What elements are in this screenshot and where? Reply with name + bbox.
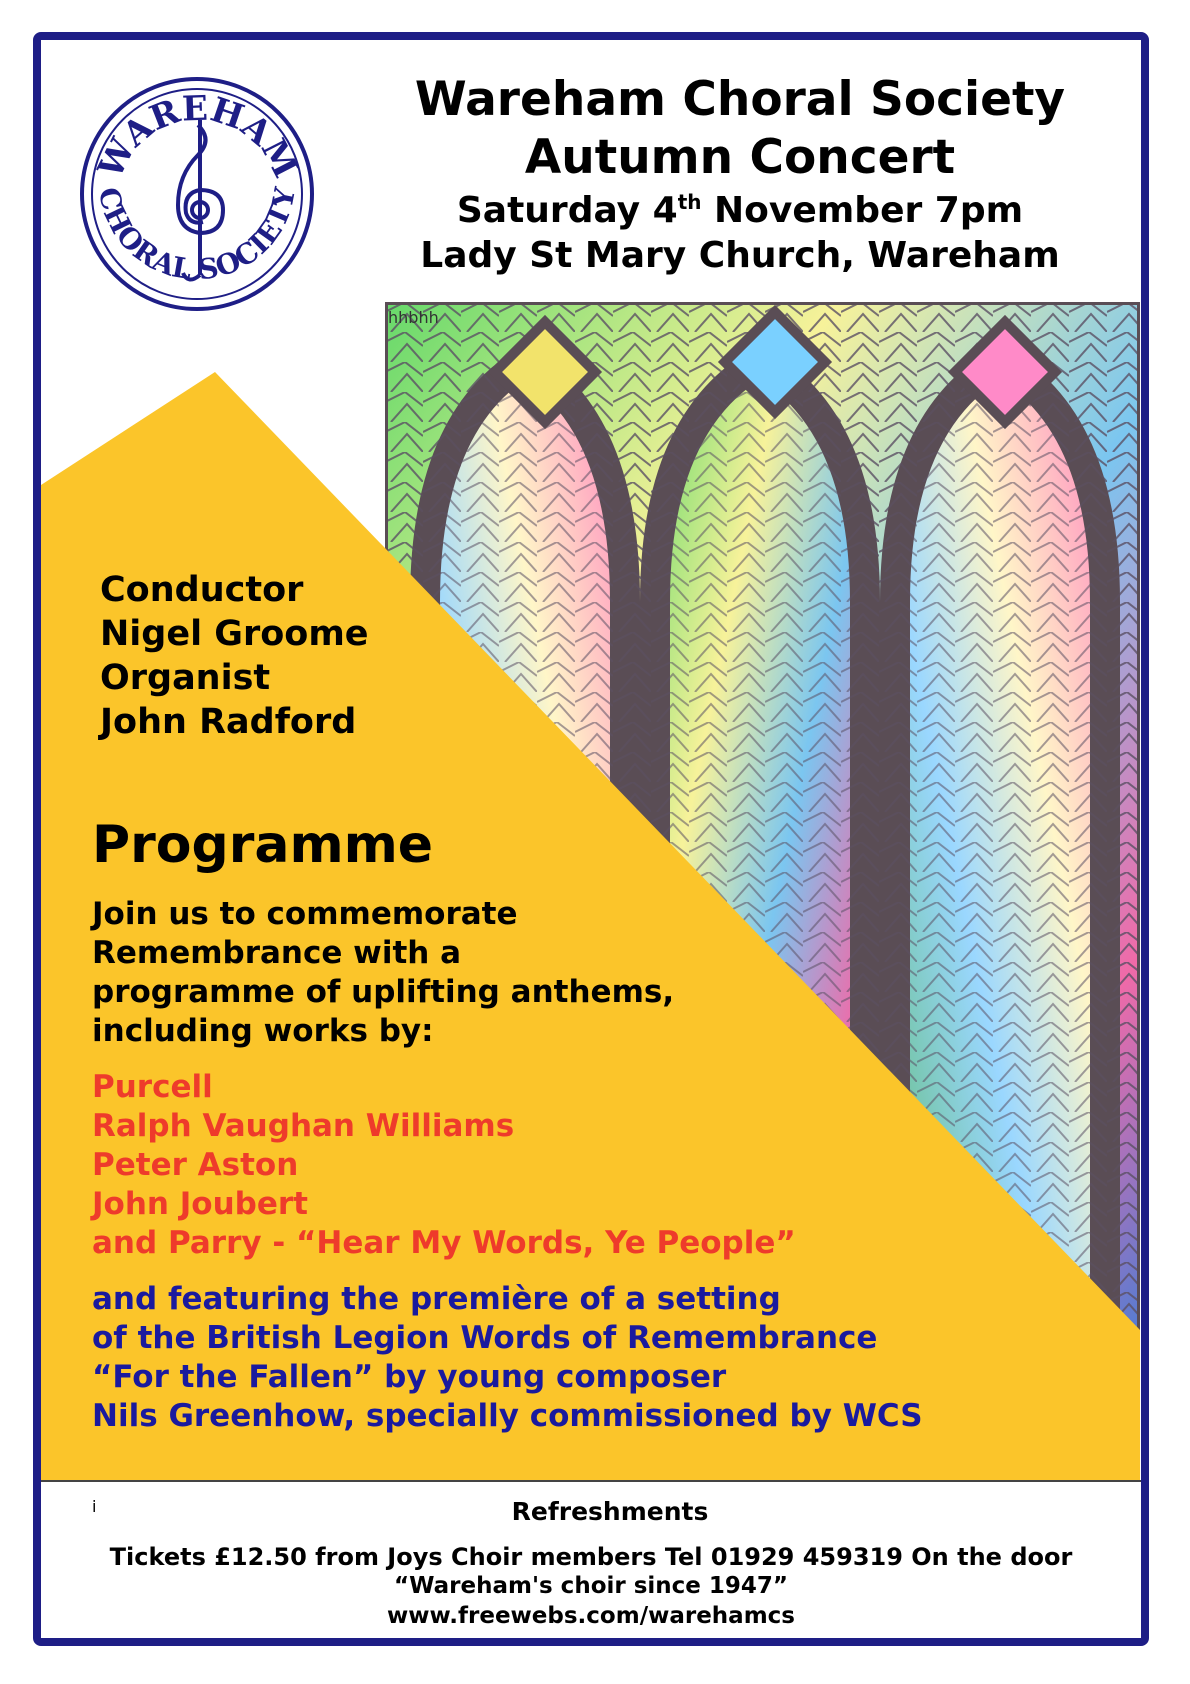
composer-item: Peter Aston	[92, 1147, 299, 1183]
footer-marker: i	[92, 1497, 97, 1516]
logo-text-bottom: CHORAL SOCIETY	[91, 184, 302, 287]
composer-item: and Parry - “Hear My Words, Ye People”	[92, 1225, 796, 1261]
intro-line: programme of uplifting anthems,	[92, 974, 675, 1010]
concert-venue: Lady St Mary Church, Wareham	[420, 235, 1060, 276]
tickets-info: Tickets £12.50 from Joys Choir members Tel 01929 459319 On the door	[109, 1543, 1073, 1571]
premiere-line: and featuring the première of a setting	[92, 1281, 781, 1317]
intro-line: Remembrance with a	[92, 935, 462, 971]
composer-item: John Joubert	[92, 1186, 308, 1222]
date-superscript: th	[677, 190, 702, 214]
intro-line: including works by:	[92, 1013, 434, 1049]
premiere-line: Nils Greenhow, specially commissioned by WCS	[92, 1398, 923, 1434]
society-name-heading: Wareham Choral Society	[414, 72, 1066, 127]
concert-date: Saturday 4th November 7pm	[456, 190, 1024, 231]
composer-item: Ralph Vaughan Williams	[92, 1108, 515, 1144]
society-slogan: “Wareham's choir since 1947”	[393, 1573, 789, 1599]
conductor-label: Conductor	[100, 570, 304, 610]
concert-title-heading: Autumn Concert	[524, 130, 956, 185]
intro-line: Join us to commemorate	[92, 896, 518, 932]
composer-list	[92, 1068, 796, 1263]
organist-name: John Radford	[100, 702, 357, 742]
conductor-name: Nigel Groome	[100, 614, 369, 654]
logo-text-top: WAREHAM	[90, 88, 306, 185]
programme-heading: Programme	[92, 815, 434, 875]
premiere-line: of the British Legion Words of Remembrance	[92, 1320, 878, 1356]
premiere-description	[92, 1280, 923, 1436]
society-logo	[78, 75, 316, 313]
footer-divider	[41, 1480, 1141, 1482]
image-overlay-text: hhbhh	[388, 308, 439, 327]
organist-label: Organist	[100, 658, 271, 698]
composer-item: Purcell	[92, 1069, 213, 1105]
refreshments-text: Refreshments	[511, 1497, 709, 1526]
premiere-line: “For the Fallen” by young composer	[92, 1359, 727, 1395]
website-link[interactable]: www.freewebs.com/warehamcs	[387, 1603, 795, 1629]
programme-intro	[92, 895, 674, 1051]
performers-block	[100, 568, 369, 744]
